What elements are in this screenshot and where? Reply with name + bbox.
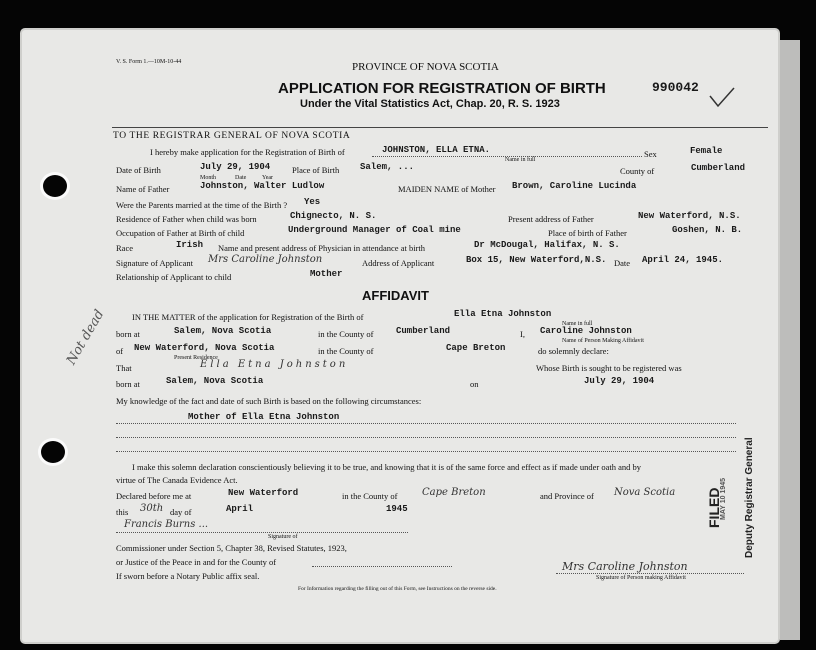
aff-line-3 <box>116 451 736 452</box>
filed-date-stamp: MAY 10 1945 <box>720 477 727 520</box>
value-date: April 24, 1945. <box>642 255 724 265</box>
footer-note: For Information regarding the filling out of this Form, see Instructions on the reverse side. <box>298 586 497 592</box>
aff-line-1 <box>116 423 736 424</box>
form-subtitle: Under the Vital Statistics Act, Chap. 20, R. S. 1923 <box>300 98 560 110</box>
label-present-address: Present address of Father <box>508 214 594 224</box>
affiant-caption: Signature of Person making Affidavit <box>596 575 686 581</box>
aff-caption-name: Name in full <box>562 321 593 327</box>
caption-name-in-full: Name in full <box>505 157 536 163</box>
aff-residence-caption: Present Residence <box>174 355 218 361</box>
aff-declared-label: Declared before me at <box>116 491 192 501</box>
label-maiden: MAIDEN NAME of Mother <box>398 184 496 194</box>
province-heading: PROVINCE OF NOVA SCOTIA <box>352 61 499 73</box>
value-child-name: JOHNSTON, ELLA ETNA. <box>382 145 491 155</box>
aff-that-name: Ella Etna Johnston <box>200 359 349 370</box>
applicant-signature: Mrs Caroline Johnston <box>208 254 323 265</box>
registration-number: 990042 <box>652 80 699 95</box>
caption-date: Date <box>235 175 247 181</box>
value-residence: Chignecto, N. S. <box>290 211 377 221</box>
commissioner-signature: Francis Burns ... <box>124 519 209 530</box>
aff-province-hw: Nova Scotia <box>614 487 676 498</box>
aff-in-matter: IN THE MATTER of the application for Registration of the Birth of <box>132 312 364 322</box>
page-edge <box>780 40 800 640</box>
value-sex: Female <box>690 146 723 156</box>
aff-province-of: and Province of <box>540 491 594 501</box>
caption-year: Year <box>262 175 274 181</box>
aff-declaration-1: I make this solemn declaration conscientiously believing it to be true, and knowing that it is of the same force and effect as if made under oath and by <box>132 462 641 472</box>
header-rule <box>112 127 768 128</box>
county-line <box>312 566 452 567</box>
aff-knowledge: My knowledge of the fact and date of such Birth is based on the following circumstances: <box>116 396 422 406</box>
label-signature: Signature of Applicant <box>116 258 193 268</box>
label-address-applicant: Address of Applicant <box>362 258 435 268</box>
label-residence: Residence of Father when child was born <box>116 214 257 224</box>
filed-stamp: FILED <box>706 487 722 528</box>
aff-year: 1945 <box>386 504 408 514</box>
form-id: V. S. Form 1.—10M-10-44 <box>116 59 182 65</box>
aff-that-label: That <box>116 363 132 373</box>
label-sex: Sex <box>644 149 657 159</box>
aff-month: April <box>226 504 254 514</box>
aff-born-at2: Salem, Nova Scotia <box>166 376 264 386</box>
label-place-birth: Place of Birth <box>292 165 340 175</box>
aff-born-at: Salem, Nova Scotia <box>174 326 272 336</box>
value-married: Yes <box>304 197 321 207</box>
value-address-applicant: Box 15, New Waterford,N.S. <box>466 255 607 265</box>
aff-whose-birth: Whose Birth is sought to be registered was <box>536 363 682 373</box>
aff-county2: Cape Breton <box>446 343 506 353</box>
aff-county: Cumberland <box>396 326 451 336</box>
value-county: Cumberland <box>691 163 746 173</box>
value-maiden: Brown, Caroline Lucinda <box>512 181 637 191</box>
value-present-address: New Waterford, N.S. <box>638 211 741 221</box>
aff-circumstance: Mother of Ella Etna Johnston <box>188 412 340 422</box>
aff-in-county2-label: in the County of <box>318 346 374 356</box>
aff-born-at2-label: born at <box>116 379 140 389</box>
aff-person-caption: Name of Person Making Affidavit <box>562 338 644 344</box>
value-dob: July 29, 1904 <box>200 162 271 172</box>
label-occupation: Occupation of Father at Birth of child <box>116 228 245 238</box>
aff-on-label: on <box>470 379 479 389</box>
aff-notary: If sworn before a Notary Public affix seal. <box>116 571 260 581</box>
aff-commissioner-1: Commissioner under Section 5, Chapter 38, Revised Statutes, 1923, <box>116 543 347 553</box>
aff-commissioner-2: or Justice of the Peace in and for the County of <box>116 557 277 567</box>
label-dob: Date of Birth <box>116 165 161 175</box>
aff-signature-caption: Signature of <box>268 534 298 540</box>
commissioner-line <box>116 532 408 533</box>
margin-note: Not dead <box>64 307 108 368</box>
aff-child-name: Ella Etna Johnston <box>454 309 552 319</box>
affiant-line <box>556 573 744 574</box>
caption-month: Month <box>200 175 217 181</box>
label-date: Date <box>614 258 631 268</box>
label-county: County of <box>620 166 655 176</box>
value-relationship: Mother <box>310 269 343 279</box>
affiant-signature: Mrs Caroline Johnston <box>562 560 688 573</box>
aff-declared-place: New Waterford <box>228 488 299 498</box>
aff-day: 30th <box>140 503 164 514</box>
aff-i-label: I, <box>520 329 525 339</box>
label-physician: Name and present address of Physician in attendance at birth <box>218 243 426 253</box>
aff-on-date: July 29, 1904 <box>584 376 655 386</box>
binder-hole-top <box>40 172 70 200</box>
label-father: Name of Father <box>116 184 170 194</box>
aff-person: Caroline Johnston <box>540 326 632 336</box>
aff-county-hw: Cape Breton <box>422 487 486 498</box>
label-race: Race <box>116 243 133 253</box>
value-occupation: Underground Manager of Coal mine <box>288 225 461 235</box>
aff-in-county-label: in the County of <box>318 329 374 339</box>
affidavit-heading: AFFIDAVIT <box>362 288 429 303</box>
aff-residence: New Waterford, Nova Scotia <box>134 343 275 353</box>
label-birthplace-father: Place of birth of Father <box>548 228 627 238</box>
aff-this-label: this <box>116 507 129 517</box>
aff-born-at-label: born at <box>116 329 140 339</box>
aff-county-of2: in the County of <box>342 491 398 501</box>
label-married: Were the Parents married at the time of the Birth ? <box>116 200 288 210</box>
form-title: APPLICATION FOR REGISTRATION OF BIRTH <box>278 80 606 97</box>
value-father: Johnston, Walter Ludlow <box>200 181 325 191</box>
value-race: Irish <box>176 240 204 250</box>
aff-day-of: day of <box>170 507 192 517</box>
aff-line-2 <box>116 437 736 438</box>
aff-solemnly: do solemnly declare: <box>538 346 609 356</box>
aff-declaration-2: virtue of The Canada Evidence Act. <box>116 475 238 485</box>
registrar-stamp: Deputy Registrar General <box>744 437 755 558</box>
binder-hole-bottom <box>38 438 68 466</box>
aff-of-label: of <box>116 346 124 356</box>
checkmark-icon <box>708 86 736 110</box>
value-physician: Dr McDougal, Halifax, N. S. <box>474 240 620 250</box>
value-birthplace-father: Goshen, N. B. <box>672 225 743 235</box>
label-relationship: Relationship of Applicant to child <box>116 272 232 282</box>
to-registrar: TO THE REGISTRAR GENERAL OF NOVA SCOTIA <box>113 131 351 141</box>
label-application: I hereby make application for the Registration of Birth of <box>150 147 345 157</box>
value-place-birth: Salem, ... <box>360 162 415 172</box>
